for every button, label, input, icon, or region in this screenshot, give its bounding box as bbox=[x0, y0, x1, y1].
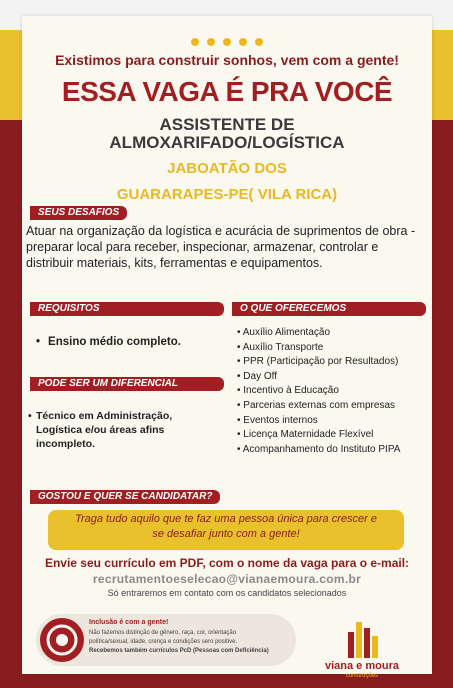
benefit-item: • Eventos internos bbox=[237, 414, 400, 429]
job-title bbox=[22, 116, 432, 152]
benefit-item: • Auxílio Transporte bbox=[237, 341, 400, 356]
dot-icon bbox=[207, 38, 215, 46]
decorative-dots bbox=[22, 33, 432, 51]
inclusion-title: Inclusão é com a gente! bbox=[89, 619, 169, 626]
diferencial-text: Técnico em Administração, Logística e/ou áreas afins incompleto. bbox=[36, 410, 173, 450]
logo-name: viana e moura bbox=[325, 660, 399, 672]
apply-message-box bbox=[48, 510, 404, 550]
apply-message-line-1: Traga tudo aquilo que te faz uma pessoa única para crescer e bbox=[75, 513, 377, 525]
benefit-item: • Day Off bbox=[237, 370, 400, 385]
dot-icon bbox=[239, 38, 247, 46]
benefit-item: • Auxílio Alimentação bbox=[237, 326, 400, 341]
apply-label: GOSTOU E QUER SE CANDIDATAR? bbox=[30, 490, 220, 504]
requisitos-label: REQUISITOS bbox=[30, 302, 224, 316]
dot-icon bbox=[223, 38, 231, 46]
inclusion-icon bbox=[40, 618, 84, 662]
oferecemos-label: O QUE OFERECEMOS bbox=[232, 302, 426, 316]
inclusion-line-3: Recebemos também currículos PcD (Pessoas com Deficiência) bbox=[89, 648, 269, 654]
headline: ESSA VAGA É PRA VOCÊ bbox=[61, 76, 393, 107]
diferencial-label: PODE SER UM DIFERENCIAL bbox=[30, 377, 224, 391]
benefit-item: • Parcerias externas com empresas bbox=[237, 399, 400, 414]
diferencial-item bbox=[28, 409, 216, 451]
benefit-item: • PPR (Participação por Resultados) bbox=[237, 355, 400, 370]
inclusion-line-2: política/sexual, idade, crença e condições sero positive. bbox=[89, 639, 238, 645]
inclusion-box bbox=[36, 614, 296, 666]
logo-subtitle: construções bbox=[345, 673, 379, 679]
job-title-line-1: ASSISTENTE DE bbox=[159, 115, 295, 134]
benefits-list bbox=[237, 326, 400, 457]
desafios-text: Atuar na organização da logística e acurácia de suprimentos de obra - preparar local para receber, inspecionar, armazenar, controlar e distribuir materiais, kits, ferramentas e equipamentos. bbox=[26, 224, 416, 270]
benefit-item: • Acompanhamento do Instituto PIPA bbox=[237, 443, 400, 458]
email-address[interactable]: recrutamentoeselecao@vianaemoura.com.br bbox=[92, 572, 362, 586]
inclusion-text bbox=[89, 629, 289, 656]
benefit-item: • Incentivo à Educação bbox=[237, 384, 400, 399]
tagline: Existimos para construir sonhos, vem com a gente! bbox=[55, 52, 399, 68]
company-logo bbox=[322, 618, 402, 679]
location-line-1: JABOATÃO DOS bbox=[167, 160, 287, 177]
location-line-2: GUARARAPES-PE( VILA RICA) bbox=[116, 186, 338, 203]
apply-message-line-2: se desafiar junto com a gente! bbox=[152, 528, 300, 540]
building-icon bbox=[342, 618, 382, 658]
inclusion-line-1: Não fazemos distinção de gênero, raça, cor, orientação bbox=[89, 630, 237, 636]
bullet-icon: • bbox=[28, 410, 32, 422]
benefit-item: • Licença Maternidade Flexível bbox=[237, 428, 400, 443]
job-poster bbox=[22, 16, 432, 679]
requisito-item: • Ensino médio completo. bbox=[36, 336, 181, 348]
dot-icon bbox=[255, 38, 263, 46]
contact-note: Só entraremos em contato com os candidatos selecionados bbox=[107, 588, 347, 598]
desafios-label: SEUS DESAFIOS bbox=[30, 206, 127, 220]
send-instructions: Envie seu currículo em PDF, com o nome da vaga para o e-mail: bbox=[44, 556, 410, 570]
job-location bbox=[22, 156, 432, 208]
job-title-line-2: ALMOXARIFADO/LOGÍSTICA bbox=[109, 133, 345, 152]
dot-icon bbox=[191, 38, 199, 46]
